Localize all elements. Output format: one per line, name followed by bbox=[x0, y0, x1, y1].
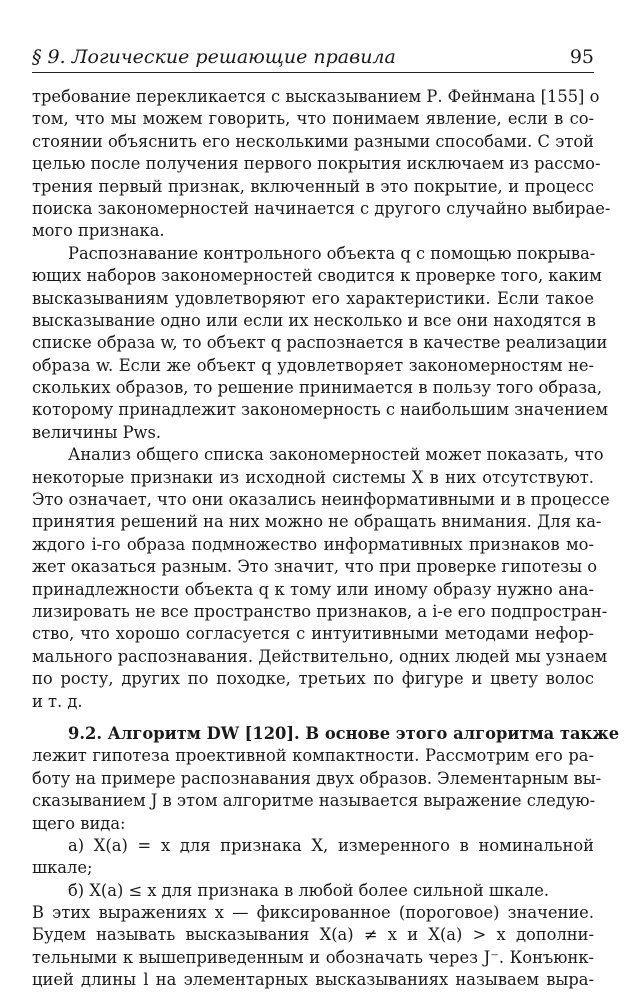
text-line: Будем называть высказывания X(a) ≠ x и X(a) > x дополни- bbox=[32, 925, 594, 945]
text-line: сказыванием J в этом алгоритме называется выражение следую- bbox=[32, 791, 596, 811]
text-line: по росту, других по походке, третьих по фигуре и цвету волос bbox=[32, 669, 594, 689]
text-line: жет оказаться разным. Это значит, что при проверке гипотезы о bbox=[32, 557, 598, 577]
text-line: а) X(a) = x для признака X, измеренного в номинальной bbox=[68, 835, 594, 855]
text-line: целью после получения первого покрытия исключаем из рассмо- bbox=[32, 154, 601, 174]
text-line: ющих наборов закономерностей сводится к проверке того, каким bbox=[32, 266, 602, 286]
text-line: принятия решений на них можно не обращать внимания. Для ка- bbox=[32, 512, 602, 532]
section-gap bbox=[32, 713, 594, 723]
text-line: щего вида: bbox=[32, 813, 126, 833]
text-line: ждого i-го образа подмножество информативных признаков мо- bbox=[32, 534, 594, 554]
page-body bbox=[32, 86, 620, 992]
text-line: ство, что хорошо согласуется с интуитивными методами нефор- bbox=[32, 624, 594, 644]
text-line: поиска закономерностей начинается с другого случайно выбирае- bbox=[32, 198, 611, 218]
text-line: и т. д. bbox=[32, 691, 83, 711]
text-line: шкале; bbox=[32, 858, 93, 878]
text-line: Анализ общего списка закономерностей может показать, что bbox=[68, 445, 604, 465]
text-line: Это означает, что они оказались неинформативными и в процессе bbox=[32, 490, 610, 510]
text-line: цией длины l на элементарных высказываниях называем выра- bbox=[32, 970, 594, 990]
subsection-heading-line: 9.2. Алгоритм DW [120]. В основе этого алгоритма также bbox=[68, 723, 620, 743]
text-line: списке образа w, то объект q распознается в качестве реализации bbox=[32, 333, 608, 353]
text-line: тельными к вышеприведенным и обозначать через J⁻. Конъюнк- bbox=[32, 947, 594, 967]
text-line: б) X(a) ≤ x для признака в любой более сильной шкале. bbox=[68, 880, 550, 900]
text-line: стоянии объяснить его несколькими разными способами. С этой bbox=[32, 131, 594, 151]
text-line: скольких образов, то решение принимается в пользу того образа, bbox=[32, 378, 603, 398]
page-number: 95 bbox=[569, 46, 594, 68]
text-line: величины Pws. bbox=[32, 422, 162, 442]
running-header bbox=[32, 44, 594, 73]
text-line: некоторые признаки из исходной системы X в них отсутствуют. bbox=[32, 467, 594, 487]
text-line: мого признака. bbox=[32, 221, 165, 241]
text-line: высказывание одно или если их несколько и все они находятся в bbox=[32, 310, 596, 330]
text-line: мального распознавания. Действительно, одних людей мы узнаем bbox=[32, 646, 608, 666]
text-line: которому принадлежит закономерность с наибольшим значением bbox=[32, 400, 609, 420]
section-title: § 9. Логические решающие правила bbox=[32, 46, 396, 68]
text-line: Распознавание контрольного объекта q с помощью покрыва- bbox=[68, 243, 596, 263]
text-line: принадлежности объекта q к тому или иному образу нужно ана- bbox=[32, 579, 594, 599]
text-line: образа w. Если же объект q удовлетворяет закономерностям не- bbox=[32, 355, 594, 375]
text-line: трения первый признак, включенный в это покрытие, и процесс bbox=[32, 176, 594, 196]
text-line: лежит гипотеза проективной компактности. Рассмотрим его ра- bbox=[32, 746, 594, 766]
text-line: боту на примере распознавания двух образов. Элементарным вы- bbox=[32, 768, 602, 788]
text-line: том, что мы можем говорить, что понимаем явление, если в со- bbox=[32, 109, 594, 129]
text-line: В этих выражениях x — фиксированное (пороговое) значение. bbox=[32, 903, 594, 923]
text-line: требование перекликается с высказыванием Р. Фейнмана [155] о bbox=[32, 87, 600, 106]
text-line: высказываниям удовлетворяют его характеристики. Если такое bbox=[32, 288, 594, 308]
text-line: лизировать не все пространство признаков, а i-е его подпростран- bbox=[32, 601, 608, 621]
